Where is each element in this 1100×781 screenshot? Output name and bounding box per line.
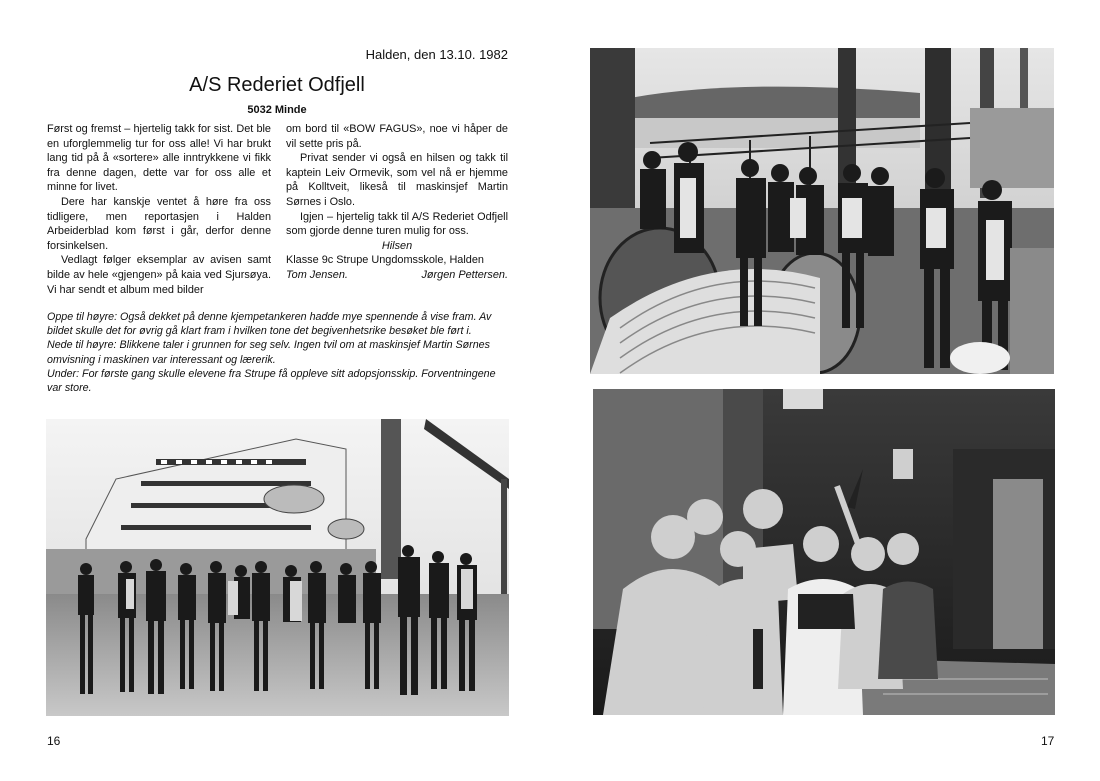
deck-photo bbox=[590, 48, 1054, 374]
paragraph: Vedlagt følger eksemplar av avisen samt bilde av hele «gjengen» på kaia ved Sjursøya. Vi har sendt et album med bilder bbox=[47, 254, 271, 296]
page-number-right: 17 bbox=[1041, 734, 1055, 748]
greeting: Hilsen bbox=[381, 239, 413, 252]
letter-column-1 bbox=[47, 122, 271, 297]
paragraph: Dere har kanskje ventet å høre fra oss tidligere, men reportasjen i Halden Arbeiderblad kom først i går, derfor denne forsinkelsen. bbox=[47, 195, 271, 252]
article-subtitle: 5032 Minde bbox=[247, 104, 307, 116]
engine-room-photo bbox=[593, 389, 1055, 715]
photo-captions bbox=[47, 310, 509, 395]
class-line: Klasse 9c Strupe Ungdomsskole, Halden bbox=[286, 254, 484, 267]
article-title: A/S Rederiet Odfjell bbox=[189, 74, 365, 96]
page-number-left: 16 bbox=[47, 734, 61, 748]
caption-below: Under: For første gang skulle elevene fra Strupe få oppleve sitt adopsjonsskip. Forventningene var store. bbox=[47, 367, 496, 395]
signer-2: Jørgen Pettersen. bbox=[421, 268, 508, 281]
paragraph: Privat sender vi også en hilsen og takk til kaptein Leiv Ormevik, som vel nå er hjemme på Kolltveit, likeså til maskinsjef Martin Sørnes i Oslo. bbox=[286, 152, 508, 208]
paragraph: om bord til «BOW FAGUS», noe vi håper de vil sette pris på. bbox=[286, 123, 508, 150]
group-photo-quay bbox=[46, 419, 509, 716]
signer-1: Tom Jensen. bbox=[286, 268, 348, 281]
right-page bbox=[550, 0, 1100, 781]
letter-column-2 bbox=[286, 122, 508, 283]
caption-top-right: Oppe til høyre: Også dekket på denne kjempetankeren hadde mye spennende å vise fram. Av bildet skulle det for øvrig gå klart fram i hvilken tone det begivenhetsrike besøket ble ført i. bbox=[47, 311, 492, 338]
caption-bottom-right: Nede til høyre: Blikkene taler i grunnen for seg selv. Ingen tvil om at maskinsjef Martin Sørnes omvisning i maskinen var interessant og lærerik. bbox=[47, 339, 490, 366]
paragraph: Først og fremst – hjertelig takk for sist. Det ble en uforglemmelig tur for oss alle! Vi har brukt lang tid på å «sortere» alle inntrykkene vi fikk fra denne dagen, dette var for oss alle et minne for livet. bbox=[47, 123, 271, 194]
paragraph: Igjen – hjertelig takk til A/S Rederiet Odfjell som gjorde denne turen mulig for oss. bbox=[286, 210, 508, 238]
dateline: Halden, den 13.10. 1982 bbox=[365, 47, 508, 62]
signatures bbox=[286, 268, 508, 283]
